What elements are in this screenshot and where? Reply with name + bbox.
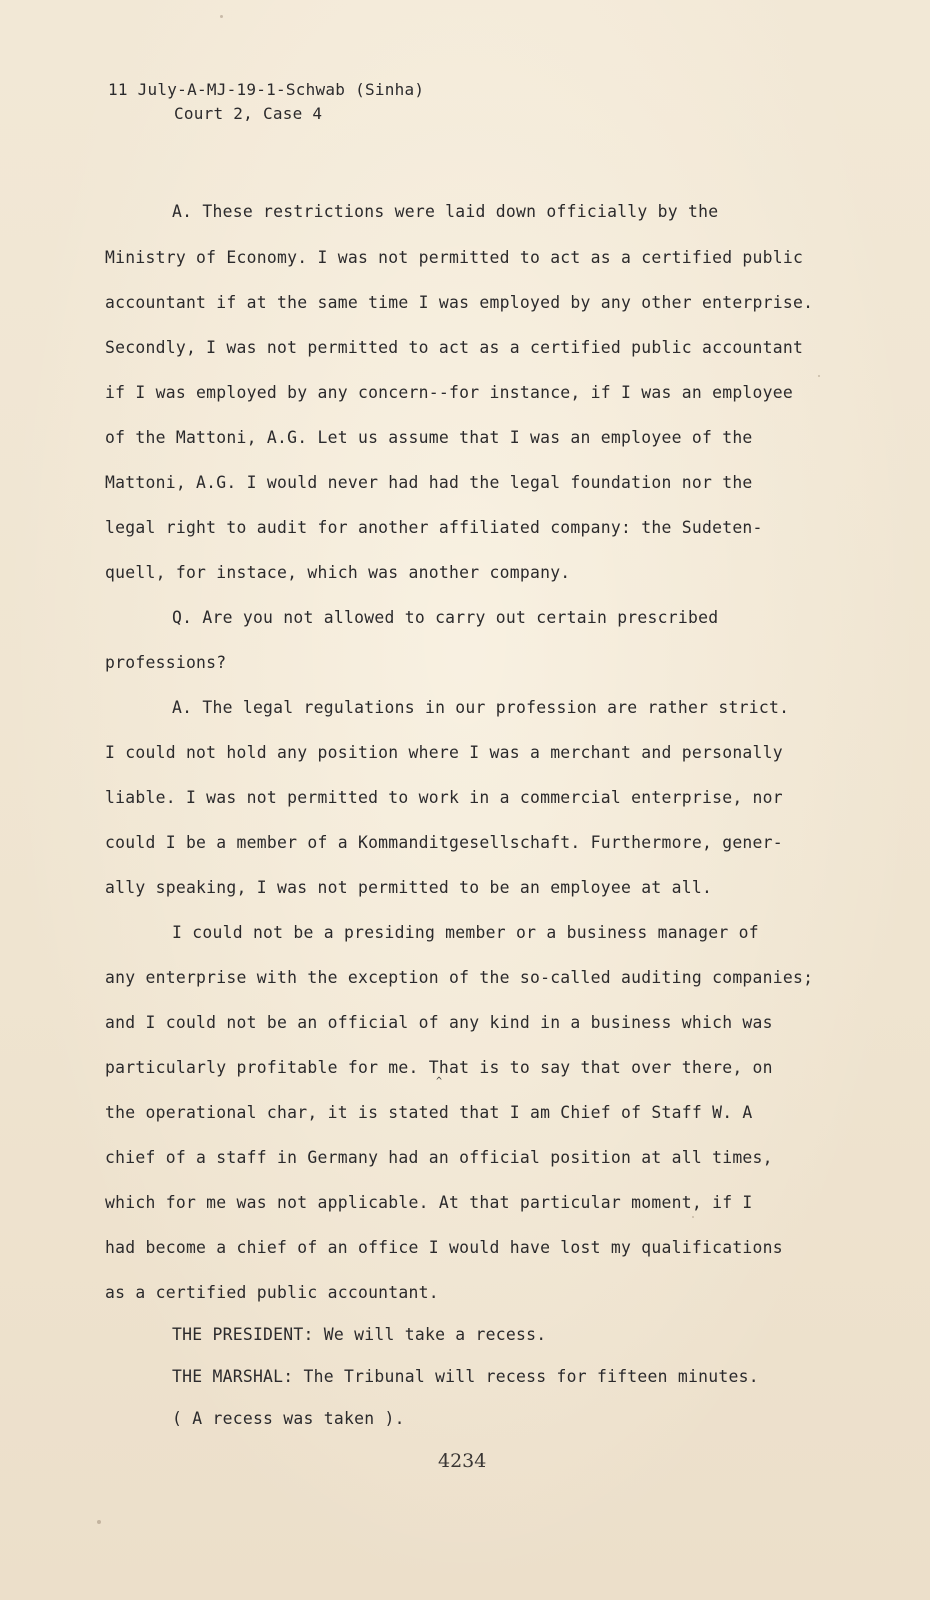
marshal-line: THE MARSHAL: The Tribunal will recess for fifteen minutes.: [172, 1367, 759, 1386]
answer-line: ally speaking, I was not permitted to be an employee at all.: [105, 878, 713, 897]
answer-line: and I could not be an official of any kind in a business which was: [105, 1013, 773, 1032]
paper-speck: [97, 1520, 101, 1524]
header-reference: 11 July-A-MJ-19-1-Schwab (Sinha): [108, 80, 425, 99]
body-line: Secondly, I was not permitted to act as a certified public accountant: [105, 338, 804, 357]
answer-line: liable. I was not permitted to work in a commercial enterprise, nor: [105, 788, 783, 807]
answer-line: chief of a staff in Germany had an official position at all times,: [105, 1148, 773, 1167]
body-line: Mattoni, A.G. I would never had had the legal foundation nor the: [105, 473, 753, 492]
answer-line: as a certified public accountant.: [105, 1283, 439, 1302]
paper-speck: [220, 15, 223, 18]
answer-line: could I be a member of a Kommanditgesellschaft. Furthermore, gener-: [105, 833, 783, 852]
answer-line: particularly profitable for me. That is to say that over there, on: [105, 1058, 773, 1077]
recess-note: ( A recess was taken ).: [172, 1409, 405, 1428]
question-line: Q. Are you not allowed to carry out certain prescribed: [172, 608, 719, 627]
page-number: 4234: [438, 1450, 487, 1472]
body-line: quell, for instace, which was another company.: [105, 563, 571, 582]
answer-line: any enterprise with the exception of the so-called auditing companies;: [105, 968, 814, 987]
answer-line: I could not be a presiding member or a business manager of: [172, 923, 759, 942]
question-line: professions?: [105, 653, 227, 672]
body-line: if I was employed by any concern--for instance, if I was an employee: [105, 383, 794, 402]
answer-line: which for me was not applicable. At that particular moment, if I: [105, 1193, 753, 1212]
answer-line: had become a chief of an office I would have lost my qualifications: [105, 1238, 783, 1257]
paper-speck: [692, 1216, 694, 1218]
handwritten-insert-mark: ^: [436, 1076, 443, 1087]
answer-line: I could not hold any position where I was a merchant and personally: [105, 743, 783, 762]
header-court-case: Court 2, Case 4: [174, 104, 323, 123]
answer-line: the operational char, it is stated that I am Chief of Staff W. A: [105, 1103, 753, 1122]
body-line: of the Mattoni, A.G. Let us assume that I was an employee of the: [105, 428, 753, 447]
body-line: A. These restrictions were laid down officially by the: [172, 202, 719, 221]
answer-line: A. The legal regulations in our profession are rather strict.: [172, 698, 790, 717]
president-line: THE PRESIDENT: We will take a recess.: [172, 1325, 547, 1344]
body-line: legal right to audit for another affiliated company: the Sudeten-: [105, 518, 763, 537]
body-line: accountant if at the same time I was employed by any other enterprise.: [105, 293, 814, 312]
body-line: Ministry of Economy. I was not permitted to act as a certified public: [105, 248, 804, 267]
paper-speck: [818, 375, 820, 377]
